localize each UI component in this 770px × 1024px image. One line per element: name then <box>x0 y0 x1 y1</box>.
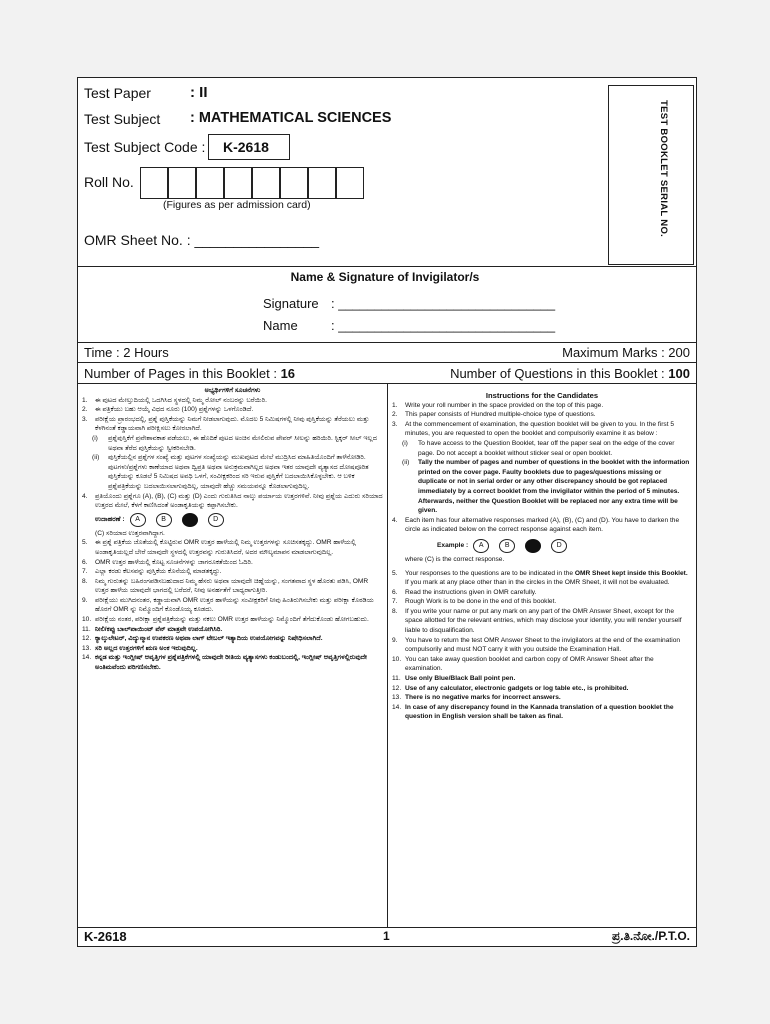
divider <box>77 927 697 928</box>
english-item-5: 5. Your responses to the questions are to be indicated in the OMR Sheet kept inside this Booklet. If you mark at any place other than in the circles in the OMR Sheet, it will not be evaluated. <box>392 569 688 587</box>
instruction-number: 10. <box>82 616 92 624</box>
footer-page-number: 1 <box>383 929 390 943</box>
instruction-item <box>392 439 692 458</box>
instruction-text: There is no negative marks for incorrect answers. <box>405 694 561 702</box>
instruction-item <box>82 625 383 635</box>
roll-no-label: Roll No. <box>84 174 134 190</box>
instruction-item <box>82 434 383 453</box>
instruction-number: 2. <box>82 406 88 414</box>
instruction-number: 14. <box>82 654 92 662</box>
instruction-text: ಈ ಪುಟದ ಮೇಲ್ತುದಿಯಲ್ಲಿ ಒದಗಿಸಿದ ಸ್ಥಳದಲ್ಲಿ ನಿಮ್ಮ ರೋಲ್ ನಂಬರನ್ನು ಬರೆಯಿರಿ. <box>95 396 267 404</box>
instruction-number: 13. <box>82 644 92 652</box>
instruction-text: ಈ ಪ್ರಶ್ನೆ ಪತ್ರಿಕೆಯ ಜೊತೆಯಲ್ಲಿ ಕೊಟ್ಟಿರುವ OMR ಉತ್ತರ ಹಾಳೆಯಲ್ಲಿ ನಿಮ್ಮ ಉತ್ತರಗಳನ್ನು ಸೂಚಿಸತಕ್ಕದ್ದು. OMR ಹಾಳೆಯಲ್ಲಿ ಅಂಡಾಕೃತಿಯಲ್ಲದೆ ಬೇರೆ ಯಾವುದೇ ಸ್ಥಳದಲ್ಲಿ ಉತ್ತರವನ್ನು ಗುರುತಿಸಿದರೆ, ಅದರ ಮೌಲ್ಯಮಾಪನ ಮಾಡಲಾಗುವುದಿಲ್ಲ. <box>95 539 356 556</box>
pages-label: Number of Pages in this Booklet : <box>84 366 277 381</box>
test-subject-label: Test Subject <box>84 111 161 127</box>
test-subject-code-value: K-2618 <box>223 139 269 155</box>
instruction-text: ಪರೀಕ್ಷೆಯು ಮುಗಿದನಂತರ, ಕಡ್ಡಾಯವಾಗಿ OMR ಉತ್ತರ ಹಾಳೆಯನ್ನು ಸಂವೀಕ್ಷಕರಿಗೆ ನೀವು ಹಿಂತಿರುಗಿಸಬೇಕು ಮತ್ತು ಪರೀಕ್ಷಾ ಕೊಠಡಿಯ ಹೊರಗೆ OMR ನ್ನು ನಿಮ್ಮೊಂದಿಗೆ ಕೊಂಡೊಯ್ಯ ಕೂಡದು. <box>95 596 374 614</box>
test-subject-code-label: Test Subject Code : <box>84 139 206 155</box>
instruction-item <box>82 492 383 511</box>
english-example-label: Example : <box>437 542 469 550</box>
pages-count <box>84 366 295 381</box>
roll-digit-box[interactable] <box>196 167 224 199</box>
instruction-number: 8. <box>82 577 88 585</box>
instruction-number: 11. <box>392 675 401 683</box>
instruction-number: 12. <box>392 684 402 692</box>
instruction-item <box>82 415 383 434</box>
option-b-bubble: B <box>156 513 172 527</box>
english-instructions <box>392 391 692 722</box>
instruction-text: ಕನ್ನಡ ಮತ್ತು ಇಂಗ್ಲೀಷ್ ಆವೃತ್ತಿಗಳ ಪ್ರಶ್ನೆಪತ್ರಿಕೆಗಳಲ್ಲಿ ಯಾವುದೇ ರೀತಿಯ ವ್ಯತ್ಯಾಸಗಳು ಕಂಡುಬಂದಲ್ಲಿ, ಇಂಗ್ಲೀಷ್ ಆವೃತ್ತಿಗಳಲ್ಲಿರುವುದೇ ಅಂತಿಮವೆಂದು ಪರಿಗಣಿಸಬೇಕು. <box>95 654 368 672</box>
instruction-number: (i) <box>402 439 408 447</box>
column-divider <box>387 383 388 927</box>
instruction-item <box>392 420 692 439</box>
instruction-item <box>392 597 692 607</box>
divider <box>77 342 697 343</box>
roll-digit-box[interactable] <box>168 167 196 199</box>
english-example-note: where (C) is the correct response. <box>405 555 505 563</box>
option-c-bubble-filled <box>525 539 541 553</box>
instruction-item <box>392 674 692 684</box>
max-marks-label: Maximum Marks : 200 <box>562 345 690 360</box>
instruction-item <box>392 636 692 655</box>
instruction-number: (i) <box>92 434 98 442</box>
instruction-number: 3. <box>392 420 398 428</box>
questions-count <box>450 366 690 381</box>
instruction-text: OMR ಉತ್ತರ ಹಾಳೆಯಲ್ಲಿ ಕೊಟ್ಟ ಸೂಚನೆಗಳನ್ನು ಜಾಗರೂಕತೆಯಿಂದ ಓದಿರಿ. <box>95 558 253 566</box>
option-a-bubble: A <box>130 513 146 527</box>
instruction-number: 10. <box>392 655 402 663</box>
instruction-item <box>82 577 383 596</box>
roll-digit-box[interactable] <box>308 167 336 199</box>
instruction-number: 11. <box>82 625 91 633</box>
instruction-number: (ii) <box>402 459 410 467</box>
instruction-text: ಸರಿ ಅಲ್ಲದ ಉತ್ತರಗಳಿಗೆ ಋಣ ಅಂಕ ಇರುವುದಿಲ್ಲ. <box>95 644 198 652</box>
instruction-text: ಈ ಪತ್ರಿಕೆಯು ಬಹು ಆಯ್ಕೆ ವಿಧದ ನೂರು (100) ಪ್ರಶ್ನೆಗಳನ್ನು ಒಳಗೊಂಡಿದೆ. <box>95 406 254 414</box>
instruction-item <box>392 410 692 420</box>
instruction-item <box>82 644 383 654</box>
roll-digit-box[interactable] <box>140 167 168 199</box>
instruction-item <box>82 405 383 415</box>
instruction-number: 14. <box>392 703 402 711</box>
english-title: Instructions for the Candidates <box>485 391 599 400</box>
instruction-number: 7. <box>82 568 88 576</box>
instruction-text: You can take away question booklet and carbon copy of OMR Answer Sheet after the examination. <box>405 655 654 673</box>
signature-line[interactable]: : ______________________________ <box>331 296 556 311</box>
instruction-item <box>82 558 383 568</box>
test-paper-label: Test Paper <box>84 85 151 101</box>
item5-text-post: If you mark at any place other than in the circles in the OMR Sheet, it will not be evaluated. <box>405 579 670 587</box>
footer-pto: ಪ್ರ.ತಿ.ನೋ./P.T.O. <box>612 929 690 943</box>
instruction-number: 1. <box>82 396 88 404</box>
invigilator-title: Name & Signature of Invigilator/s <box>290 270 480 284</box>
instruction-text: ಕ್ಯಾಲ್ಕುಲೇಟರ್, ವಿದ್ಯುನ್ಮಾನ ಉಪಕರಣ ಅಥವಾ ಲಾಗ್ ಟೇಬಲ್ ಇತ್ಯಾದಿಯ ಉಪಯೋಗವನ್ನು ನಿಷೇಧಿಸಲಾಗಿದೆ. <box>95 635 323 643</box>
instruction-number: 4. <box>392 516 398 524</box>
instruction-text: ನಿಮ್ಮ ಗುರುತನ್ನು ಬಹಿರಂಗಪಡಿಸಬಹುದಾದ ನಿಮ್ಮ ಹೆಸರು ಅಥವಾ ಯಾವುದೇ ಚಿಹ್ನೆಯನ್ನು, ಸಂಗತವಾದ ಸ್ಥಳ ಹೊರತು ಪಡಿಸಿ, OMR ಉತ್ತರ ಹಾಳೆಯ ಯಾವುದೇ ಭಾಗದಲ್ಲಿ ಬರೆದರೆ, ನೀವು ಅನರ್ಹತೆಗೆ ಬಾಧ್ಯರಾಗುತ್ತೀರಿ. <box>95 577 369 595</box>
pages-value: 16 <box>280 366 296 381</box>
instruction-number: 7. <box>392 598 398 606</box>
instruction-text: Read the instructions given in OMR carefully. <box>405 588 537 596</box>
divider <box>77 266 697 267</box>
instruction-item <box>82 615 383 625</box>
kannada-instructions <box>82 386 383 673</box>
kannada-example-note: (C) ಸರಿಯಾದ ಉತ್ತರವಾಗಿದ್ದಾಗ. <box>95 529 165 537</box>
instruction-text: ಪರೀಕ್ಷೆಯ ಪ್ರಾರಂಭದಲ್ಲಿ, ಪ್ರಶ್ನೆ ಪುಸ್ತಿಕೆಯನ್ನು ನಿಮಗೆ ನೀಡಲಾಗುವುದು. ಮೊದಲ 5 ನಿಮಿಷಗಳಲ್ಲಿ ನೀವು ಪುಸ್ತಿಕೆಯನ್ನು ತೆರೆಯಲು ಮತ್ತು ಕೆಳಗಿನಂತೆ ಕಡ್ಡಾಯವಾಗಿ ಪರೀಕ್ಷಿಸಲು ಕೋರಲಾಗಿದೆ. <box>95 415 370 433</box>
divider <box>77 362 697 363</box>
instruction-number: 6. <box>392 588 398 596</box>
option-b-bubble: B <box>499 539 515 553</box>
instruction-text: If you write your name or put any mark on any part of the OMR Answer Sheet, except for the space allotted for the relevant entries, which may disclose your identity, you will render yourself liable to disqualification. <box>405 607 682 635</box>
instruction-item <box>82 453 383 491</box>
instruction-item <box>82 396 383 406</box>
kannada-title: ಅಭ್ಯರ್ಥಿಗಳಿಗೆ ಸೂಚನೆಗಳು <box>204 387 261 394</box>
instruction-number: 3. <box>82 415 88 423</box>
instruction-text: At the commencement of examination, the question booklet will be given to you. In the first 5 minutes, you are requested to open the booklet and compulsorily examine it as below : <box>405 420 675 438</box>
instruction-number: 9. <box>392 636 398 644</box>
english-example <box>392 537 692 555</box>
instruction-item <box>392 516 692 535</box>
instruction-item <box>392 693 692 703</box>
questions-value: 100 <box>668 366 690 381</box>
instruction-number: 8. <box>392 607 398 615</box>
instruction-number: 4. <box>82 492 88 500</box>
roll-digit-box[interactable] <box>252 167 280 199</box>
instruction-text: Use only Blue/Black Ball point pen. <box>405 675 516 683</box>
roll-digit-box[interactable] <box>224 167 252 199</box>
item5-text-pre: Your responses to the questions are to be indicated in the <box>405 569 575 577</box>
instruction-text: ಪ್ರಶ್ನೆಪುಸ್ತಿಕೆಗೆ ಪ್ರವೇಶಾವಕಾಶ ಪಡೆಯಲು, ಈ ಹೊದಿಕೆ ಪುಟದ ಅಂಚಿನ ಮೇಲಿರುವ ಪೇಪರ್ ಸೀಲನ್ನು ಹರಿಯಿರಿ. ಸ್ಟಿಕ್ಕರ್ ಸೀಲ್ ಇಲ್ಲದ ಅಥವಾ ತೆರೆದ ಪುಸ್ತಿಕೆಯನ್ನು ಸ್ವೀಕರಿಸಬೇಡಿ. <box>108 434 377 452</box>
instruction-item <box>392 607 692 636</box>
instruction-text: Use of any calculator, electronic gadgets or log table etc., is prohibited. <box>405 684 629 692</box>
instruction-item <box>392 684 692 694</box>
instruction-text: ಪ್ರತಿಯೊಂದು ಪ್ರಶ್ನೆಗೂ (A), (B), (C) ಮತ್ತು (D) ಎಂದು ಗುರುತಿಸಿದ ನಾಲ್ಕು ಪರ್ಯಾಯ ಉತ್ತರಗಳಿವೆ. ನೀವು ಪ್ರಶ್ನೆಯ ಎದುರು ಸರಿಯಾದ ಉತ್ತರದ ಮೇಲೆ, ಕೆಳಗೆ ಕಾಣಿಸಿದಂತೆ ಅಂಡಾಕೃತಿಯನ್ನು ಕಪ್ಪಾಗಿಸಬೇಕು. <box>95 492 383 510</box>
roll-note: (Figures as per admission card) <box>163 199 311 211</box>
instruction-text: In case of any discrepancy found in the Kannada translation of a question booklet the question in English version shall be taken as final. <box>405 703 674 721</box>
option-d-bubble: D <box>208 513 224 527</box>
instruction-item <box>82 538 383 557</box>
instruction-text: ಎಲ್ಲಾ ಕರಡು ಕೆಲಸವನ್ನು ಪುಸ್ತಿಕೆಯ ಕೊನೆಯಲ್ಲಿ ಮಾಡತಕ್ಕದ್ದು. <box>95 568 222 576</box>
option-c-bubble-filled <box>182 513 198 527</box>
serial-number-label: TEST BOOKLET SERIAL NO. <box>658 100 669 238</box>
instruction-number: 6. <box>82 558 88 566</box>
option-d-bubble: D <box>551 539 567 553</box>
item5-text-bold: OMR Sheet kept inside this Booklet. <box>574 569 688 577</box>
instruction-text: ಪರೀಕ್ಷೆಯ ನಂತರ, ಪರೀಕ್ಷಾ ಪ್ರಶ್ನೆಪತ್ರಿಕೆಯನ್ನು ಮತ್ತು ನಕಲು OMR ಉತ್ತರ ಹಾಳೆಯನ್ನು ನಿಮ್ಮೊಂದಿಗೆ ತೆಗೆದುಕೊಂಡು ಹೋಗಬಹುದು. <box>95 616 369 624</box>
name-label: Name <box>263 318 298 333</box>
instruction-item <box>82 653 383 672</box>
test-paper-value: : II <box>190 84 208 101</box>
questions-label: Number of Questions in this Booklet : <box>450 366 665 381</box>
instruction-text: ನೀಲಿ/ಕಪ್ಪು ಬಾಲ್‌ಪಾಯಿಂಟ್ ಪೆನ್ ಮಾತ್ರವೇ ಉಪಯೋಗಿಸಿರಿ. <box>95 625 223 633</box>
instruction-text: You have to return the test OMR Answer Sheet to the invigilators at the end of the examination compulsorily and must NOT carry it with you outside the Examination Hall. <box>405 636 681 654</box>
footer-code: K-2618 <box>84 929 127 944</box>
instruction-number: 2. <box>392 411 398 419</box>
instruction-text: This paper consists of Hundred multiple-choice type of questions. <box>405 411 596 419</box>
instruction-item <box>392 655 692 674</box>
instruction-item <box>392 401 692 411</box>
instruction-text: To have access to the Question Booklet, tear off the paper seal on the edge of the cover page. Do not accept a booklet without sticker seal or open booklet. <box>418 439 675 457</box>
instruction-number: 5. <box>82 539 88 547</box>
instruction-item <box>82 567 383 577</box>
instruction-item <box>82 596 383 615</box>
instruction-text: Tally the number of pages and number of questions in the booklet with the information printed on the cover page. Faulty booklets due to pages/questions missing or duplicate or not in serial order or any other discrepancy should be got replaced immediately by a correct booklet from the invigilator within the period of 5 minutes. Afterwards, neither the Question Booklet will be replaced nor any extra time will be given. <box>418 459 690 515</box>
omr-sheet-label: OMR Sheet No. : ________________ <box>84 232 320 248</box>
test-subject-value: : MATHEMATICAL SCIENCES <box>190 110 392 126</box>
instruction-text: Write your roll number in the space provided on the top of this page. <box>405 401 604 409</box>
option-a-bubble: A <box>473 539 489 553</box>
instruction-number: 9. <box>82 596 88 604</box>
instruction-text: Each item has four alternative responses marked (A), (B), (C) and (D). You have to darken the circle as indicated below on the correct response against each item. <box>405 516 680 534</box>
instruction-item <box>82 634 383 644</box>
instruction-text: ಪುಸ್ತಿಕೆಯಲ್ಲಿನ ಪ್ರಶ್ನೆಗಳ ಸಂಖ್ಯೆ ಮತ್ತು ಪುಟಗಳ ಸಂಖ್ಯೆಯನ್ನು ಮುಖಪುಟದ ಮೇಲೆ ಮುದ್ರಿಸಿದ ಮಾಹಿತಿಯೊಂದಿಗೆ ತಾಳೆನೋಡಿರಿ. ಪುಟಗಳು/ಪ್ರಶ್ನೆಗಳು ಕಾಣೆಯಾದ ಅಥವಾ ದ್ವಿಪ್ರತಿ ಅಥವಾ ಅನುಕ್ರಮವಾಗಿಲ್ಲದ ಅಥವಾ ಇತರ ಯಾವುದೇ ವ್ಯತ್ಯಾಸದ ದೋಷಪೂರಿತ ಪುಸ್ತಿಕೆಯನ್ನು ಕೂಡಲೆ 5 ನಿಮಿಷದ ಅವಧಿ ಒಳಗೆ, ಸಂವೀಕ್ಷಕರಿಂದ ಸರಿ ಇರುವ ಪುಸ್ತಿಕೆಗೆ ಬದಲಾಯಿಸಿಕೊಳ್ಳಬೇಕು. ಆ ಬಳಿಕ ಪ್ರಶ್ನೆಪತ್ರಿಕೆಯನ್ನು ಬದಲಾಯಿಸಲಾಗುವುದಿಲ್ಲ, ಯಾವುದೇ ಹೆಚ್ಚು ಸಮಯವನ್ನೂ ಕೊಡಲಾಗುವುದಿಲ್ಲ. <box>108 454 369 490</box>
time-label: Time : 2 Hours <box>84 345 169 360</box>
instruction-item <box>392 458 692 516</box>
name-line[interactable]: : ______________________________ <box>331 318 556 333</box>
instruction-number: 13. <box>392 694 402 702</box>
instruction-text: Rough Work is to be done in the end of this booklet. <box>405 598 557 606</box>
kannada-example-label: ಉದಾಹರಣೆ : <box>95 515 125 523</box>
roll-digit-box[interactable] <box>280 167 308 199</box>
instruction-number: 1. <box>392 401 398 409</box>
instruction-item <box>392 588 692 598</box>
instruction-number: 12. <box>82 635 92 643</box>
signature-label: Signature <box>263 296 319 311</box>
roll-digit-box[interactable] <box>336 167 364 199</box>
instruction-item <box>392 703 692 722</box>
kannada-example <box>82 511 383 529</box>
instruction-number: (ii) <box>92 454 100 462</box>
